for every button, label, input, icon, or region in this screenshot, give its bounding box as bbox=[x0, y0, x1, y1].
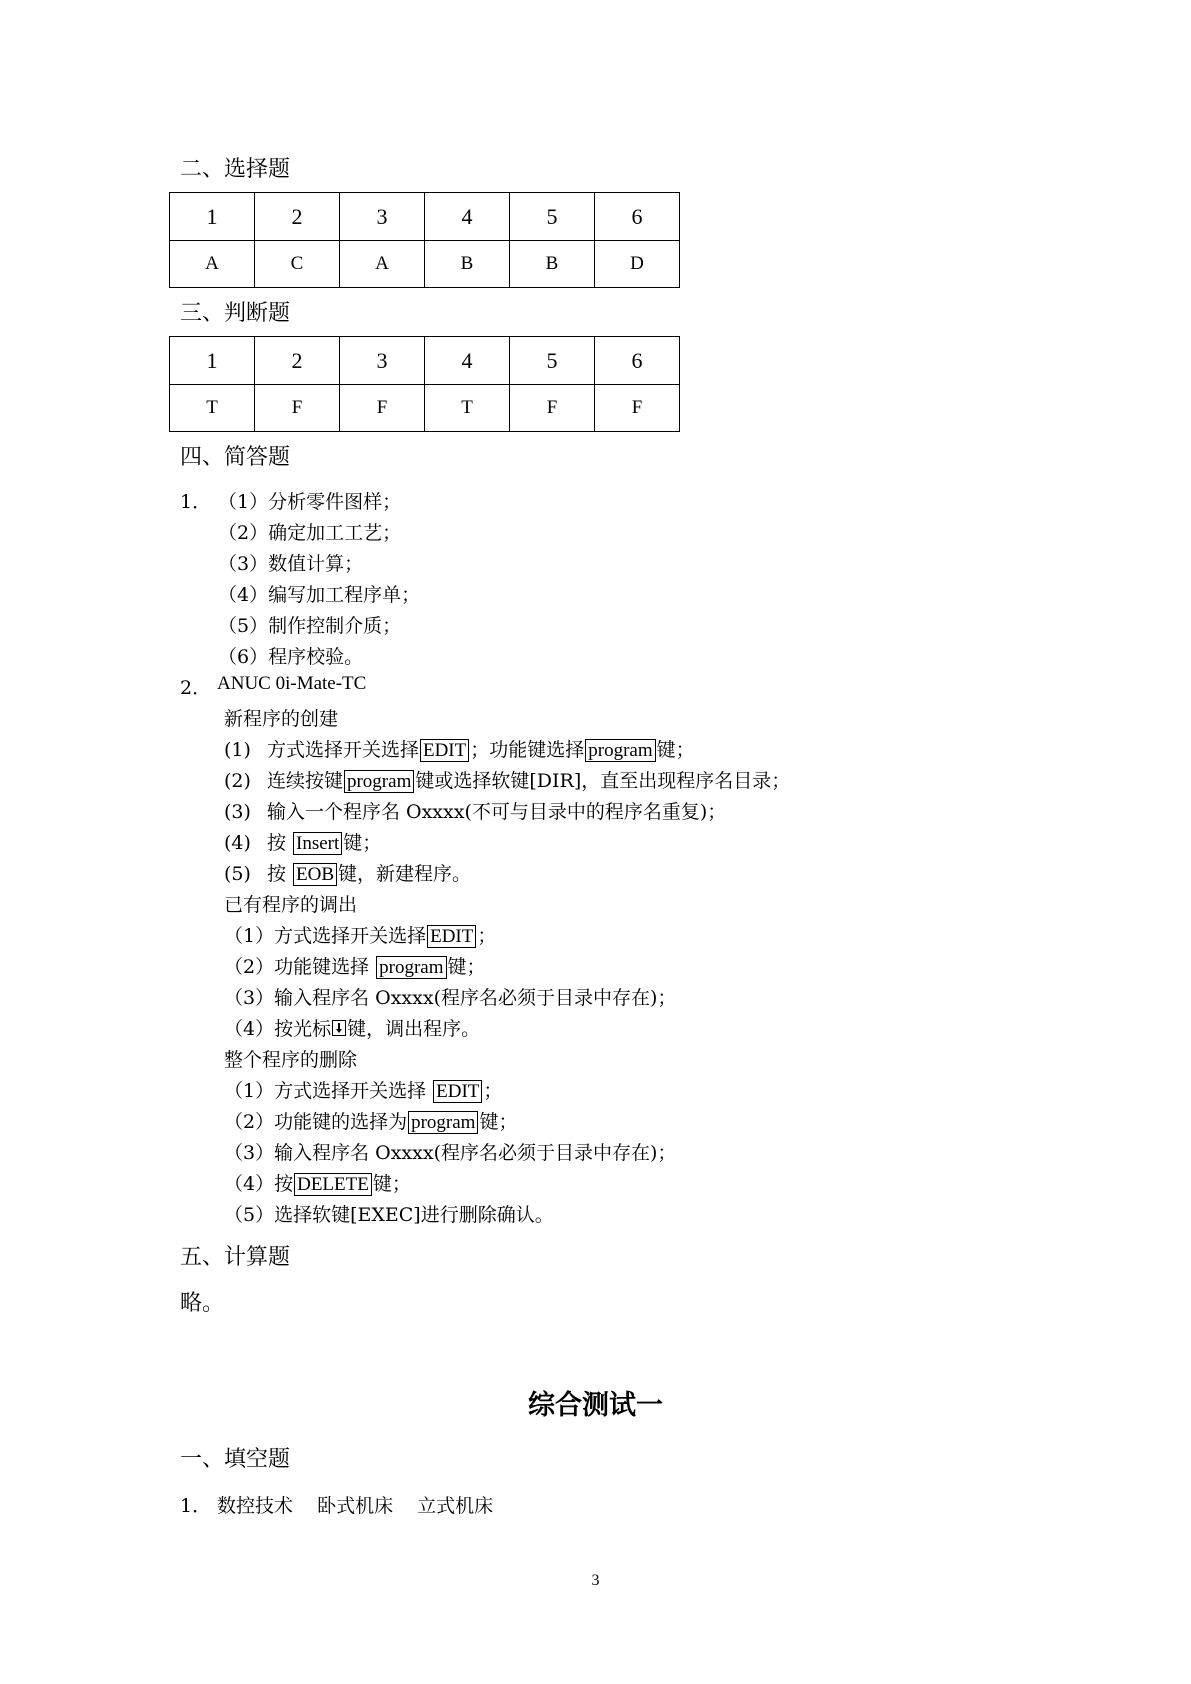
step-line bbox=[224, 921, 496, 948]
key-label: EOB bbox=[293, 863, 337, 886]
answer-item: 数控技术 bbox=[217, 1495, 294, 1517]
table-cell: 1 bbox=[170, 193, 255, 241]
key-label: program bbox=[585, 739, 655, 762]
step-text: 键； bbox=[656, 739, 695, 761]
step-line: （6）程序校验。 bbox=[218, 646, 364, 668]
section-body: 略。 bbox=[180, 1291, 225, 1316]
question-number: 1． bbox=[180, 1495, 212, 1517]
question-number: 1． bbox=[180, 491, 212, 513]
step-line: （5）制作控制介质； bbox=[218, 615, 402, 637]
section-heading-short-answer: 四、简答题 bbox=[180, 445, 291, 470]
key-label: EDIT bbox=[427, 925, 476, 948]
step-text: （3）输入程序名 Oxxxx(程序名必须于目录中存在)； bbox=[224, 1142, 677, 1164]
step-text: ；功能键选择 bbox=[470, 739, 585, 761]
step-text: 方式选择开关选择 bbox=[266, 739, 419, 761]
page-title: 综合测试一 bbox=[528, 1390, 663, 1421]
step-number: (5) bbox=[224, 863, 251, 885]
step-number: (3) bbox=[224, 801, 251, 823]
step-text: 键； bbox=[372, 1173, 411, 1195]
step-line bbox=[224, 952, 486, 979]
key-label: EDIT bbox=[433, 1080, 482, 1103]
cursor-down-key-icon bbox=[332, 1020, 346, 1036]
step-line bbox=[224, 1169, 411, 1196]
table-cell: 5 bbox=[510, 193, 595, 241]
key-label: DELETE bbox=[294, 1173, 372, 1196]
subsection-title-delete: 整个程序的删除 bbox=[224, 1049, 358, 1071]
section-heading-fill-blank: 一、填空题 bbox=[180, 1447, 291, 1472]
step-text: （3）输入程序名 Oxxxx(程序名必须于目录中存在)； bbox=[224, 987, 677, 1009]
table-cell: 4 bbox=[425, 193, 510, 241]
section-heading-calculation: 五、计算题 bbox=[180, 1245, 291, 1270]
step-number: (4) bbox=[224, 832, 251, 854]
step-text: 键，调出程序。 bbox=[347, 1018, 481, 1040]
table-cell: F bbox=[510, 385, 595, 432]
step-line: （4）编写加工程序单； bbox=[218, 584, 421, 606]
table-cell: 4 bbox=[425, 337, 510, 385]
step-text: （1）方式选择开关选择 bbox=[224, 1080, 427, 1102]
step-text: ； bbox=[477, 925, 497, 947]
key-label: program bbox=[344, 770, 414, 793]
subsection-title-recall: 已有程序的调出 bbox=[224, 894, 358, 916]
step-text: （2）功能键的选择为 bbox=[224, 1111, 408, 1133]
step-text: 键或选择软键[DIR]，直至出现程序名目录； bbox=[415, 770, 791, 792]
choice-answer-table bbox=[169, 192, 680, 288]
step-line: （3）数值计算； bbox=[218, 553, 364, 575]
table-cell: D bbox=[595, 241, 680, 288]
step-line bbox=[224, 1138, 676, 1165]
step-line bbox=[224, 983, 676, 1010]
step-text: 键，新建程序。 bbox=[338, 863, 472, 885]
table-cell: 3 bbox=[340, 337, 425, 385]
step-line bbox=[224, 1014, 480, 1041]
step-text: 连续按键 bbox=[266, 770, 343, 792]
page-number: 3 bbox=[591, 1572, 600, 1589]
key-label: program bbox=[408, 1111, 478, 1134]
step-text: 按 bbox=[266, 832, 286, 854]
table-cell: B bbox=[510, 241, 595, 288]
table-cell: F bbox=[595, 385, 680, 432]
table-cell: 5 bbox=[510, 337, 595, 385]
table-cell: 3 bbox=[340, 193, 425, 241]
answer-text bbox=[217, 1491, 493, 1518]
table-cell: B bbox=[425, 241, 510, 288]
step-text: （1）方式选择开关选择 bbox=[224, 925, 427, 947]
step-text: 键； bbox=[343, 832, 382, 854]
key-label: Insert bbox=[293, 832, 342, 855]
step-text: 键； bbox=[479, 1111, 518, 1133]
step-line bbox=[224, 859, 471, 886]
step-text: 键； bbox=[447, 956, 486, 978]
table-cell: A bbox=[340, 241, 425, 288]
table-cell: 6 bbox=[595, 337, 680, 385]
table-cell: 2 bbox=[255, 337, 340, 385]
step-line bbox=[224, 828, 381, 855]
key-label: program bbox=[376, 956, 446, 979]
step-line bbox=[224, 1076, 502, 1103]
table-cell: C bbox=[255, 241, 340, 288]
step-text: （2）功能键选择 bbox=[224, 956, 370, 978]
answer-item: 卧式机床 bbox=[317, 1495, 394, 1517]
step-line bbox=[224, 766, 790, 793]
key-label: EDIT bbox=[420, 739, 469, 762]
question-number: 2． bbox=[180, 677, 212, 699]
table-cell: 1 bbox=[170, 337, 255, 385]
section-heading-choice: 二、选择题 bbox=[180, 157, 291, 182]
table-cell: F bbox=[340, 385, 425, 432]
section-heading-judge: 三、判断题 bbox=[180, 301, 291, 326]
step-line bbox=[224, 735, 695, 762]
table-cell: F bbox=[255, 385, 340, 432]
step-text: （4）按 bbox=[224, 1173, 294, 1195]
table-cell: A bbox=[170, 241, 255, 288]
step-number: (1) bbox=[224, 739, 251, 761]
step-number: (2) bbox=[224, 770, 251, 792]
table-cell: 6 bbox=[595, 193, 680, 241]
answer-item: 立式机床 bbox=[417, 1495, 494, 1517]
subsection-title-create: 新程序的创建 bbox=[224, 708, 339, 730]
system-name: ANUC 0i-Mate-TC bbox=[217, 673, 367, 694]
step-text: 输入一个程序名 Oxxxx(不可与目录中的程序名重复)； bbox=[266, 801, 727, 823]
step-text: （5）选择软键[EXEC]进行删除确认。 bbox=[224, 1204, 554, 1226]
step-text: ； bbox=[483, 1080, 503, 1102]
table-cell: T bbox=[170, 385, 255, 432]
step-text: 按 bbox=[266, 863, 286, 885]
step-line bbox=[224, 797, 726, 824]
step-line bbox=[224, 1107, 517, 1134]
table-cell: T bbox=[425, 385, 510, 432]
step-line bbox=[224, 1200, 554, 1227]
step-text: （4）按光标 bbox=[224, 1018, 332, 1040]
table-cell: 2 bbox=[255, 193, 340, 241]
judge-answer-table bbox=[169, 336, 680, 432]
step-line: （1）分析零件图样； bbox=[218, 491, 402, 513]
step-line: （2）确定加工工艺； bbox=[218, 522, 402, 544]
